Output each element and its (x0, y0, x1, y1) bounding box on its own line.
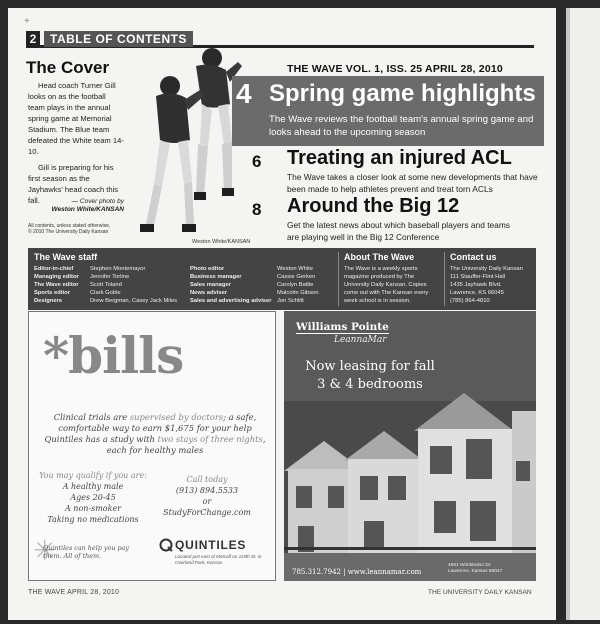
quintiles-brand: QUINTILES (175, 538, 247, 552)
williams-pointe-ad[interactable] (284, 311, 536, 581)
staff-roles: Editor-in-chief Managing editor The Wave editor Sports editor Designers (34, 266, 79, 304)
footer-left: THE WAVE APRIL 28, 2010 (28, 589, 120, 596)
ad-headline: *bills (43, 326, 184, 385)
staff-names: Weston White Cassie Gerken Carolyn Battle Malcolm Gibson Jon Schlitt (277, 266, 319, 304)
ad-address: 4501 Wimbledon Dr. Lawrence, Kansas 66047 (448, 563, 503, 574)
divider (338, 252, 339, 306)
about-heading: About The Wave (344, 252, 415, 262)
issue-info: THE WAVE VOL. 1, ISS. 25 APRIL 28, 2010 (287, 63, 503, 75)
ad-subtitle: LeannaMar (334, 335, 387, 345)
asterisk-icon: ✳ (33, 534, 57, 567)
footer-right: THE UNIVERSITY DAILY KANSAN (428, 589, 532, 596)
magazine-page (8, 8, 556, 620)
ad-body-text: Clinical trials are supervised by doctors; a safe, comfortable way to earn $1,675 for your help Quintiles has a study with two stays of three nights, each for healthy males (44, 412, 266, 455)
qualification-list: You may qualify if you are: A healthy male Ages 20-45 A non-smoker Taking no medications (39, 471, 147, 524)
ad-footnote: Quintiles can help you pay them. All of them. (43, 544, 129, 560)
feature-description: Get the latest news about which baseball players and teams are playing well in the Big 12 Conference (287, 220, 510, 242)
cover-heading: The Cover (26, 58, 110, 77)
feature-item[interactable] (232, 76, 544, 146)
feature-description: The Wave takes a closer look at some new developments that have been made to help athletes prevent and treat torn ACLs (287, 172, 538, 194)
contact-info: The University Daily Kansan 111 Stauffer-Flint Hall 1435 Jayhawk Blvd. Lawrence, KS 66045 (785) 864-4810 (450, 266, 523, 304)
feature-title: Spring game highlights (269, 80, 536, 107)
staff-bar (28, 248, 536, 310)
bedrooms-text: 3 & 4 bedrooms (317, 377, 423, 392)
leasing-text: Now leasing for fall (305, 359, 435, 374)
feature-item[interactable] (232, 194, 544, 244)
cover-paragraph: Head coach Turner Gill looks on as the football team plays in the annual spring game at Memorial Stadium. The Blue team defeated the White team 14-10. (28, 81, 124, 156)
ad-contact[interactable]: 785.312.7942 | www.leannamar.com (292, 568, 422, 576)
quintiles-logo-icon (159, 538, 173, 552)
staff-roles: Photo editor Business manager Sales manager News adviser Sales and advertising adviser (190, 266, 272, 304)
adjacent-page-edge (566, 8, 600, 620)
staff-names: Stephen Montemayor Jennifer Torline Scott Toland Clark Goble Drew Bergman, Casey Jack Miles (90, 266, 177, 304)
feature-title: Treating an injured ACL (287, 147, 512, 169)
cover-photo-credit: — Cover photo by Weston White/KANSAN (51, 198, 124, 213)
photo-byline: Weston White/KANSAN (192, 239, 251, 245)
about-text: The Wave is a weekly sports magazine produced by The University Daily Kansan. Copies come out with The Kansan every week school is in session. (344, 266, 429, 304)
call-to-action[interactable]: Call today (913) 894.5533 or StudyForChange.com (163, 475, 251, 517)
section-header (26, 30, 534, 48)
divider (444, 252, 445, 306)
section-title: TABLE OF CONTENTS (44, 31, 193, 47)
feature-page-number: 6 (252, 152, 262, 171)
ad-title: Williams Pointe (296, 321, 389, 333)
feature-item[interactable] (232, 146, 544, 196)
quintiles-ad[interactable] (28, 311, 276, 581)
page-gutter (566, 8, 570, 620)
crop-mark: + (24, 16, 30, 27)
contact-heading: Contact us (450, 252, 497, 262)
section-number: 2 (26, 31, 40, 47)
staff-heading: The Wave staff (34, 252, 98, 262)
feature-title: Around the Big 12 (287, 195, 460, 217)
feature-description: The Wave reviews the football team's annual spring game and looks ahead to the upcoming season (269, 114, 534, 138)
cover-paragraph: Gill is preparing for his first season as the Jayhawks' head coach this fall. (28, 163, 119, 205)
quintiles-location: Located just east of Metcalf on 119th St. in Overland Park, Kansas (175, 554, 262, 565)
feature-page-number: 8 (252, 200, 262, 219)
feature-page-number: 4 (236, 78, 252, 109)
cover-text (28, 80, 124, 211)
copyright-notice: All contents, unless stated otherwise, © 2010 The University Daily Kansan (28, 223, 111, 235)
townhouse-photo (284, 311, 536, 581)
